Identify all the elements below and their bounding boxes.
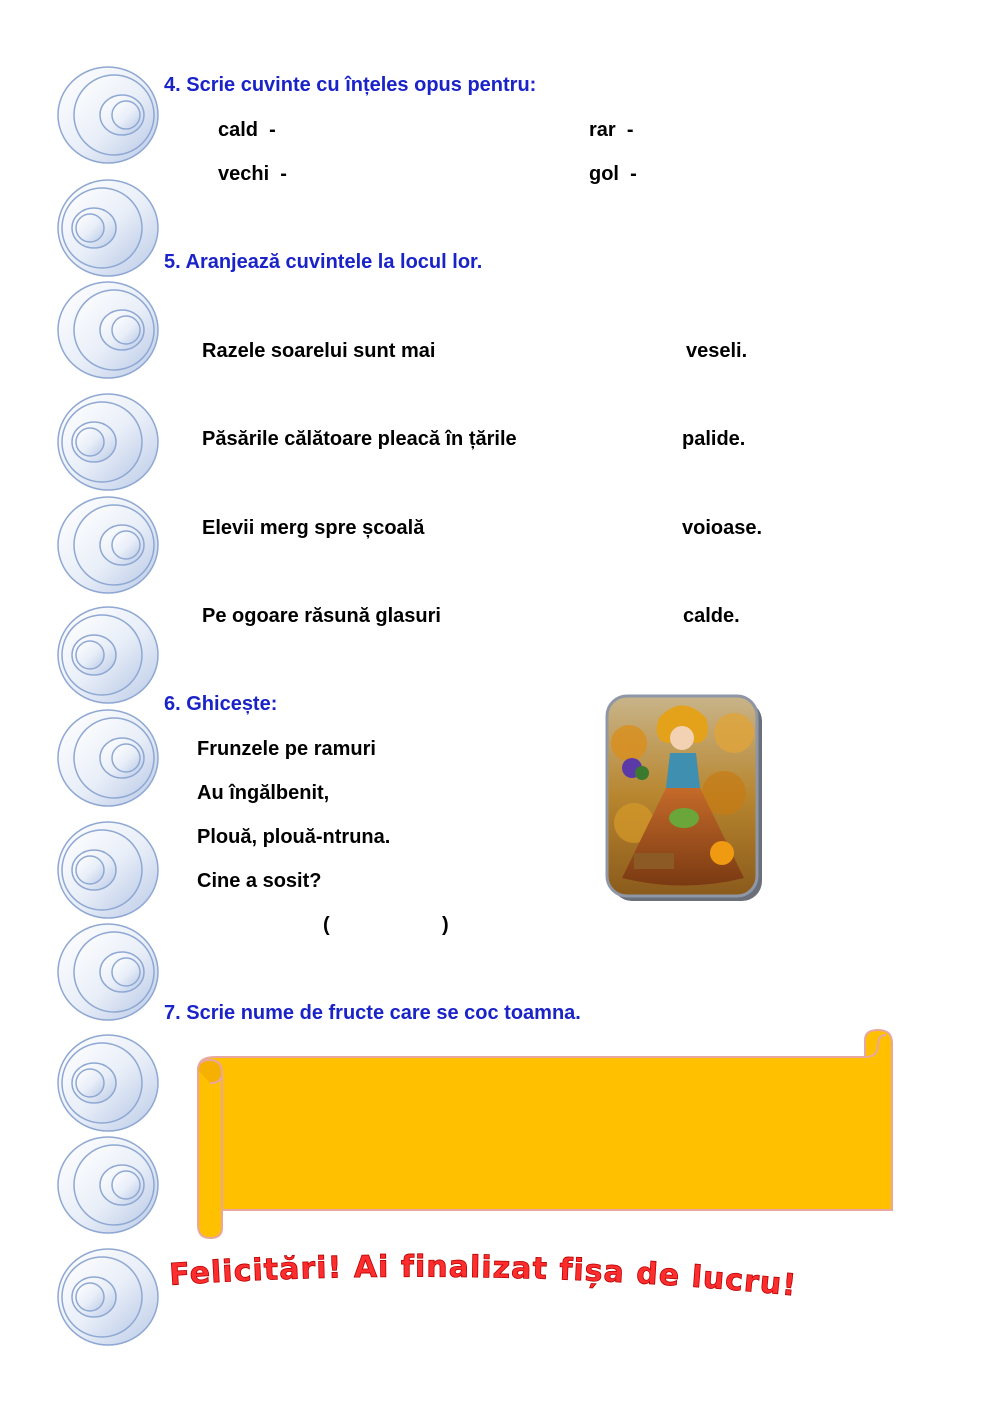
decorative-ring (76, 641, 104, 669)
congratulations-text: Felicitări! Ai finalizat fișa de lucru! (168, 1249, 799, 1304)
decorative-ring (76, 856, 104, 884)
sentence-start-2: Păsările călătoare pleacă în țările (202, 428, 517, 450)
exercise-6-title: 6. Ghicește: (164, 693, 278, 715)
antonym-word-gol: gol - (589, 163, 637, 185)
decorative-ring (112, 1171, 140, 1199)
exercise-7-title: 7. Scrie nume de fructe care se coc toamna. (164, 1002, 581, 1024)
decorative-ring (112, 744, 140, 772)
rings-graphic (56, 0, 160, 1413)
autumn-lady-illustration (604, 693, 764, 903)
decorative-rings-column (56, 0, 160, 1413)
exercise-5-title: 5. Aranjează cuvintele la locul lor. (164, 251, 483, 273)
fruits-answer-field[interactable] (232, 1065, 872, 1205)
riddle-line-1: Frunzele pe ramuri (197, 738, 376, 760)
riddle-line-4: Cine a sosit? (197, 870, 322, 892)
draggable-word-palide[interactable]: palide. (682, 428, 746, 450)
riddle-answer-close-paren: ) (442, 914, 449, 936)
draggable-word-veseli[interactable]: veseli. (686, 340, 748, 362)
antonym-word-rar: rar - (589, 119, 634, 141)
sentence-start-4: Pe ogoare răsună glasuri (202, 605, 441, 627)
draggable-word-voioase[interactable]: voioase. (682, 517, 763, 539)
decorative-ring (112, 531, 140, 559)
sentence-start-1: Razele soarelui sunt mai (202, 340, 436, 362)
riddle-line-2: Au îngălbenit, (197, 782, 330, 804)
decorative-ring (112, 958, 140, 986)
sentence-start-3: Elevii merg spre școală (202, 517, 425, 539)
exercise-4-title: 4. Scrie cuvinte cu înțeles opus pentru: (164, 74, 537, 96)
decorative-ring (112, 316, 140, 344)
decorative-ring (76, 1283, 104, 1311)
riddle-line-3: Plouă, plouă-ntruna. (197, 826, 391, 848)
antonym-word-cald: cald - (218, 119, 276, 141)
decorative-ring (76, 214, 104, 242)
decorative-ring (76, 428, 104, 456)
congratulations-banner (160, 1240, 930, 1340)
draggable-word-calde[interactable]: calde. (683, 605, 740, 627)
decorative-ring (76, 1069, 104, 1097)
antonym-word-vechi: vechi - (218, 163, 287, 185)
riddle-answer-open-paren: ( (323, 914, 330, 936)
riddle-answer-field[interactable] (338, 912, 438, 940)
decorative-ring (112, 101, 140, 129)
